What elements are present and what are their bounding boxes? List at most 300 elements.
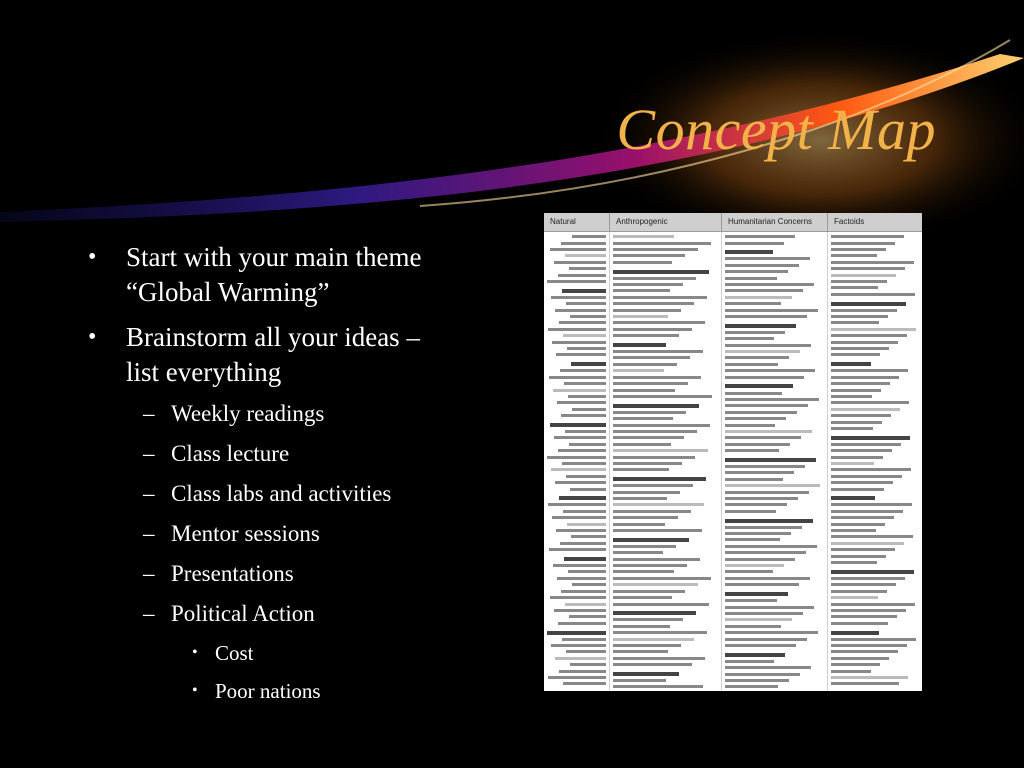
text-line-mark [725,631,818,634]
text-line-mark [552,341,606,344]
bullet-marker: • [88,244,97,270]
text-line-mark [564,382,606,385]
concept-map-text-line [547,352,606,358]
text-line-mark [548,676,606,679]
concept-map-text-line [547,467,606,473]
text-line-mark [613,644,681,647]
text-line-mark [571,362,606,366]
text-line-mark [725,558,795,561]
text-line-mark [552,516,606,519]
concept-map-text-line [831,368,919,374]
text-line-mark [554,436,606,439]
text-line-mark [725,526,802,529]
text-line-mark [613,389,675,392]
text-line-mark [561,590,606,593]
text-line-mark [725,599,777,602]
sub-bullet-item [86,480,526,508]
text-line-mark [725,484,820,487]
text-line-mark [831,561,877,564]
concept-map-column [610,232,722,691]
concept-map-text-line [613,394,718,400]
text-line-mark [565,254,606,257]
sub-sub-bullet-item [86,640,526,666]
concept-map-column [722,232,828,691]
sub-bullet-text: Class labs and activities [171,481,392,506]
text-line-mark [725,264,799,267]
text-line-mark [725,532,791,535]
text-line-mark [569,267,606,270]
text-line-mark [725,545,817,548]
concept-map-text-line [725,643,824,649]
text-line-mark [613,411,686,414]
sub-bullet-text: Political Action [171,601,315,626]
text-line-mark [725,384,793,388]
text-line-mark [831,609,906,612]
text-line-mark [725,430,812,433]
text-line-mark [831,362,871,366]
dash-marker: – [143,561,155,586]
text-line-mark [613,462,682,465]
text-line-mark [831,293,915,296]
text-line-mark [831,436,910,440]
text-line-mark [725,618,792,621]
text-line-mark [831,427,873,430]
text-line-mark [613,538,689,542]
bullet-item [86,320,526,390]
text-line-mark [831,670,871,673]
text-line-mark [725,369,815,372]
column-header-anthropogenic: Anthropogenic [610,213,722,231]
concept-map-text-line [831,681,919,687]
text-line-mark [725,503,787,506]
text-line-mark [613,523,665,526]
bullet-text: Brainstorm all your ideas – [126,322,420,352]
text-line-mark [571,535,606,538]
text-line-mark [613,503,704,506]
concept-map-text-line [831,352,919,358]
sub-bullet-text: Mentor sessions [171,521,320,546]
concept-map-text-line [613,333,718,339]
concept-map-text-line [831,400,919,406]
text-line-mark [831,369,908,372]
sub-bullet-item [86,440,526,468]
text-line-mark [561,242,606,245]
text-line-mark [725,289,803,292]
text-line-mark [831,382,890,385]
text-line-mark [831,638,916,641]
bullet-text: “Global Warming” [126,277,330,307]
text-line-mark [556,529,606,532]
concept-map-text-line [613,502,718,508]
sub-bullet-item [86,400,526,428]
text-line-mark [551,644,606,647]
text-line-mark [831,631,879,635]
text-line-mark [613,449,708,452]
text-line-mark [831,421,882,424]
concept-map-text-line [547,340,606,346]
text-line-mark [725,411,797,414]
concept-map-text-line [547,547,606,553]
text-line-mark [725,458,816,462]
text-line-mark [831,353,880,356]
text-line-mark [566,475,606,478]
text-line-mark [613,638,694,641]
text-line-mark [831,449,892,452]
text-line-mark [613,283,683,286]
concept-map-text-line [831,621,919,627]
text-line-mark [831,389,881,392]
concept-map-text-line [547,413,606,419]
text-line-mark [548,328,606,331]
sub-bullet-item [86,560,526,588]
text-line-mark [725,398,819,401]
text-line-mark [831,414,891,417]
text-line-mark [613,430,697,433]
text-line-mark [831,254,877,257]
concept-map-text-line [613,320,718,326]
text-line-mark [831,315,888,318]
concept-map-text-line [547,454,606,460]
text-line-mark [558,449,606,452]
text-line-mark [550,596,606,599]
bullet-text: Start with your main theme [126,242,422,272]
text-line-mark [613,302,694,305]
text-line-mark [564,557,606,561]
concept-map-body [544,232,922,691]
concept-map-text-line [547,387,606,393]
text-line-mark [613,417,673,420]
text-line-mark [549,548,606,551]
text-line-mark [831,555,886,558]
text-line-mark [831,309,897,312]
text-line-mark [553,564,606,567]
bullet-marker: • [88,324,97,350]
text-line-mark [831,475,902,478]
dash-marker: – [143,441,155,466]
text-line-mark [831,462,874,465]
text-line-mark [570,663,606,666]
concept-map-text-line [547,502,606,508]
text-line-mark [570,488,606,491]
text-line-mark [725,242,784,245]
concept-map-text-line [831,426,919,432]
concept-map-text-line [831,292,919,298]
text-line-mark [831,682,899,685]
text-line-mark [613,404,699,408]
text-line-mark [613,424,710,427]
text-line-mark [613,491,680,494]
sub-bullet-text: Presentations [171,561,294,586]
text-line-mark [725,350,800,353]
text-line-mark [555,481,606,484]
text-line-mark [549,376,606,379]
text-line-mark [613,356,690,359]
text-line-mark [831,261,914,264]
text-line-mark [725,309,818,312]
text-line-mark [613,558,700,561]
concept-map-text-line [725,368,824,374]
text-line-mark [558,622,606,625]
concept-map-text-line [725,457,824,463]
concept-map-header [544,213,922,232]
text-line-mark [831,274,896,277]
text-line-mark [572,235,606,238]
text-line-mark [613,618,683,621]
sub-bullet-item [86,600,526,628]
text-line-mark [613,350,703,353]
text-line-mark [725,478,783,481]
text-line-mark [725,337,774,340]
text-line-mark [548,503,606,506]
text-line-mark [831,516,894,519]
concept-map-text-line [725,256,824,262]
text-line-mark [566,302,606,305]
text-line-mark [565,430,606,433]
text-line-mark [725,685,778,688]
concept-map-text-line [725,375,824,381]
text-line-mark [831,456,883,459]
concept-map-text-line [547,422,606,428]
text-line-mark [563,682,606,685]
dash-marker: – [143,401,155,426]
text-line-mark [613,497,667,500]
text-line-mark [613,334,679,337]
text-line-mark [561,414,606,417]
text-line-mark [725,465,805,468]
text-line-mark [613,382,688,385]
text-line-mark [831,328,916,331]
text-line-mark [613,321,705,324]
text-line-mark [831,242,895,245]
text-line-mark [613,663,692,666]
text-line-mark [725,449,779,452]
text-line-mark [831,443,901,446]
text-line-mark [725,344,811,347]
text-line-mark [831,376,899,379]
text-line-mark [566,650,606,653]
slide-title: Concept Map [616,97,936,162]
text-line-mark [725,302,781,305]
text-line-mark [613,516,678,519]
text-line-mark [550,423,606,427]
concept-map-text-line [547,681,606,687]
concept-map-text-line [831,569,919,575]
text-line-mark [725,644,796,647]
text-line-mark [725,570,773,573]
text-line-mark [553,389,606,392]
concept-map-text-line [831,486,919,492]
bullet-list [86,240,526,716]
text-line-mark [563,510,606,513]
text-line-mark [725,612,803,615]
concept-map-text-line [725,314,824,320]
text-line-mark [569,615,606,618]
text-line-mark [547,456,606,459]
text-line-mark [568,395,606,398]
text-line-mark [562,462,606,465]
text-line-mark [559,670,606,673]
concept-map-text-line [725,448,824,454]
text-line-mark [613,685,703,688]
text-line-mark [831,650,898,653]
text-line-mark [613,443,671,446]
text-line-mark [725,673,800,676]
text-line-mark [572,583,606,586]
text-line-mark [725,592,788,596]
text-line-mark [725,583,799,586]
bullet-text: list everything [126,357,282,387]
text-line-mark [725,653,785,657]
dash-marker: – [143,481,155,506]
text-line-mark [613,625,670,628]
concept-map-text-line [831,560,919,566]
text-line-mark [551,296,606,299]
concept-map-text-line [725,343,824,349]
concept-map-image [544,213,922,691]
text-line-mark [613,468,669,471]
dash-marker: – [143,601,155,626]
text-line-mark [831,401,909,404]
text-line-mark [831,334,907,337]
text-line-mark [613,456,695,459]
text-line-mark [613,369,664,372]
text-line-mark [559,496,606,500]
text-line-mark [555,657,606,660]
concept-map-text-line [831,435,919,441]
concept-map-text-line [831,467,919,473]
text-line-mark [725,497,798,500]
concept-map-text-line [613,601,718,607]
text-line-mark [613,564,687,567]
text-line-mark [550,248,606,251]
sub-sub-bullet-text: Cost [215,641,254,665]
text-line-mark [613,679,666,682]
text-line-mark [725,376,804,379]
text-line-mark [831,663,880,666]
text-line-mark [562,289,606,293]
concept-map-text-line [547,375,606,381]
concept-map-text-line [613,260,718,266]
text-line-mark [831,341,898,344]
text-line-mark [725,363,778,366]
text-line-mark [831,577,905,580]
text-line-mark [831,548,895,551]
text-line-mark [725,296,792,299]
text-line-mark [557,401,606,404]
concept-map-text-line [613,528,718,534]
text-line-mark [831,481,893,484]
text-line-mark [831,321,879,324]
text-line-mark [613,270,709,274]
concept-map-text-line [725,604,824,610]
text-line-mark [613,529,702,532]
text-line-mark [725,625,781,628]
text-line-mark [725,331,785,334]
text-line-mark [725,356,789,359]
text-line-mark [725,392,782,395]
text-line-mark [725,519,813,523]
text-line-mark [831,235,904,238]
concept-map-text-line [613,467,718,473]
column-header-humanitarian: Humanitarian Concerns [722,213,828,231]
text-line-mark [613,363,677,366]
text-line-mark [725,315,807,318]
text-line-mark [725,270,788,273]
text-line-mark [613,315,668,318]
concept-map-text-line [613,240,718,246]
concept-map-text-line [831,601,919,607]
text-line-mark [567,523,606,526]
text-line-mark [613,242,711,245]
concept-map-text-line [547,435,606,441]
text-line-mark [567,347,606,350]
text-line-mark [613,672,679,676]
text-line-mark [613,596,672,599]
text-line-mark [831,510,903,513]
text-line-mark [613,296,707,299]
text-line-mark [613,590,685,593]
text-line-mark [725,510,776,513]
text-line-mark [725,277,777,280]
text-line-mark [725,564,784,567]
concept-map-text-line [725,582,824,588]
text-line-mark [831,657,889,660]
concept-map-text-line [831,333,919,339]
text-line-mark [725,257,810,260]
text-line-mark [551,468,606,471]
text-line-mark [725,471,794,474]
text-line-mark [613,395,712,398]
text-line-mark [831,347,889,350]
text-line-mark [831,583,896,586]
text-line-mark [725,538,780,541]
text-line-mark [613,376,701,379]
text-line-mark [725,679,789,682]
text-line-mark [613,657,705,660]
column-header-factoids: Factoids [834,217,865,226]
concept-map-text-line [613,684,718,690]
text-line-mark [554,609,606,612]
text-line-mark [725,417,786,420]
text-line-mark [562,638,606,641]
text-line-mark [560,369,606,372]
text-line-mark [831,302,906,306]
concept-map-text-line [831,534,919,540]
bullet-marker: • [192,644,198,661]
concept-map-text-line [547,486,606,492]
text-line-mark [725,283,814,286]
concept-map-text-line [547,279,606,285]
text-line-mark [613,484,693,487]
concept-map-column [828,232,922,691]
text-line-mark [831,542,904,545]
text-line-mark [556,353,606,356]
text-line-mark [831,615,897,618]
text-line-mark [725,404,808,407]
text-line-mark [831,267,905,270]
bullet-item [86,240,526,310]
text-line-mark [565,603,606,606]
text-line-mark [725,491,809,494]
text-line-mark [572,408,606,411]
text-line-mark [613,309,681,312]
sub-bullet-text: Weekly readings [171,401,325,426]
concept-map-column [544,232,610,691]
text-line-mark [725,660,774,663]
sub-sub-bullet-text: Poor nations [215,679,321,703]
text-line-mark [831,286,878,289]
text-line-mark [831,248,886,251]
